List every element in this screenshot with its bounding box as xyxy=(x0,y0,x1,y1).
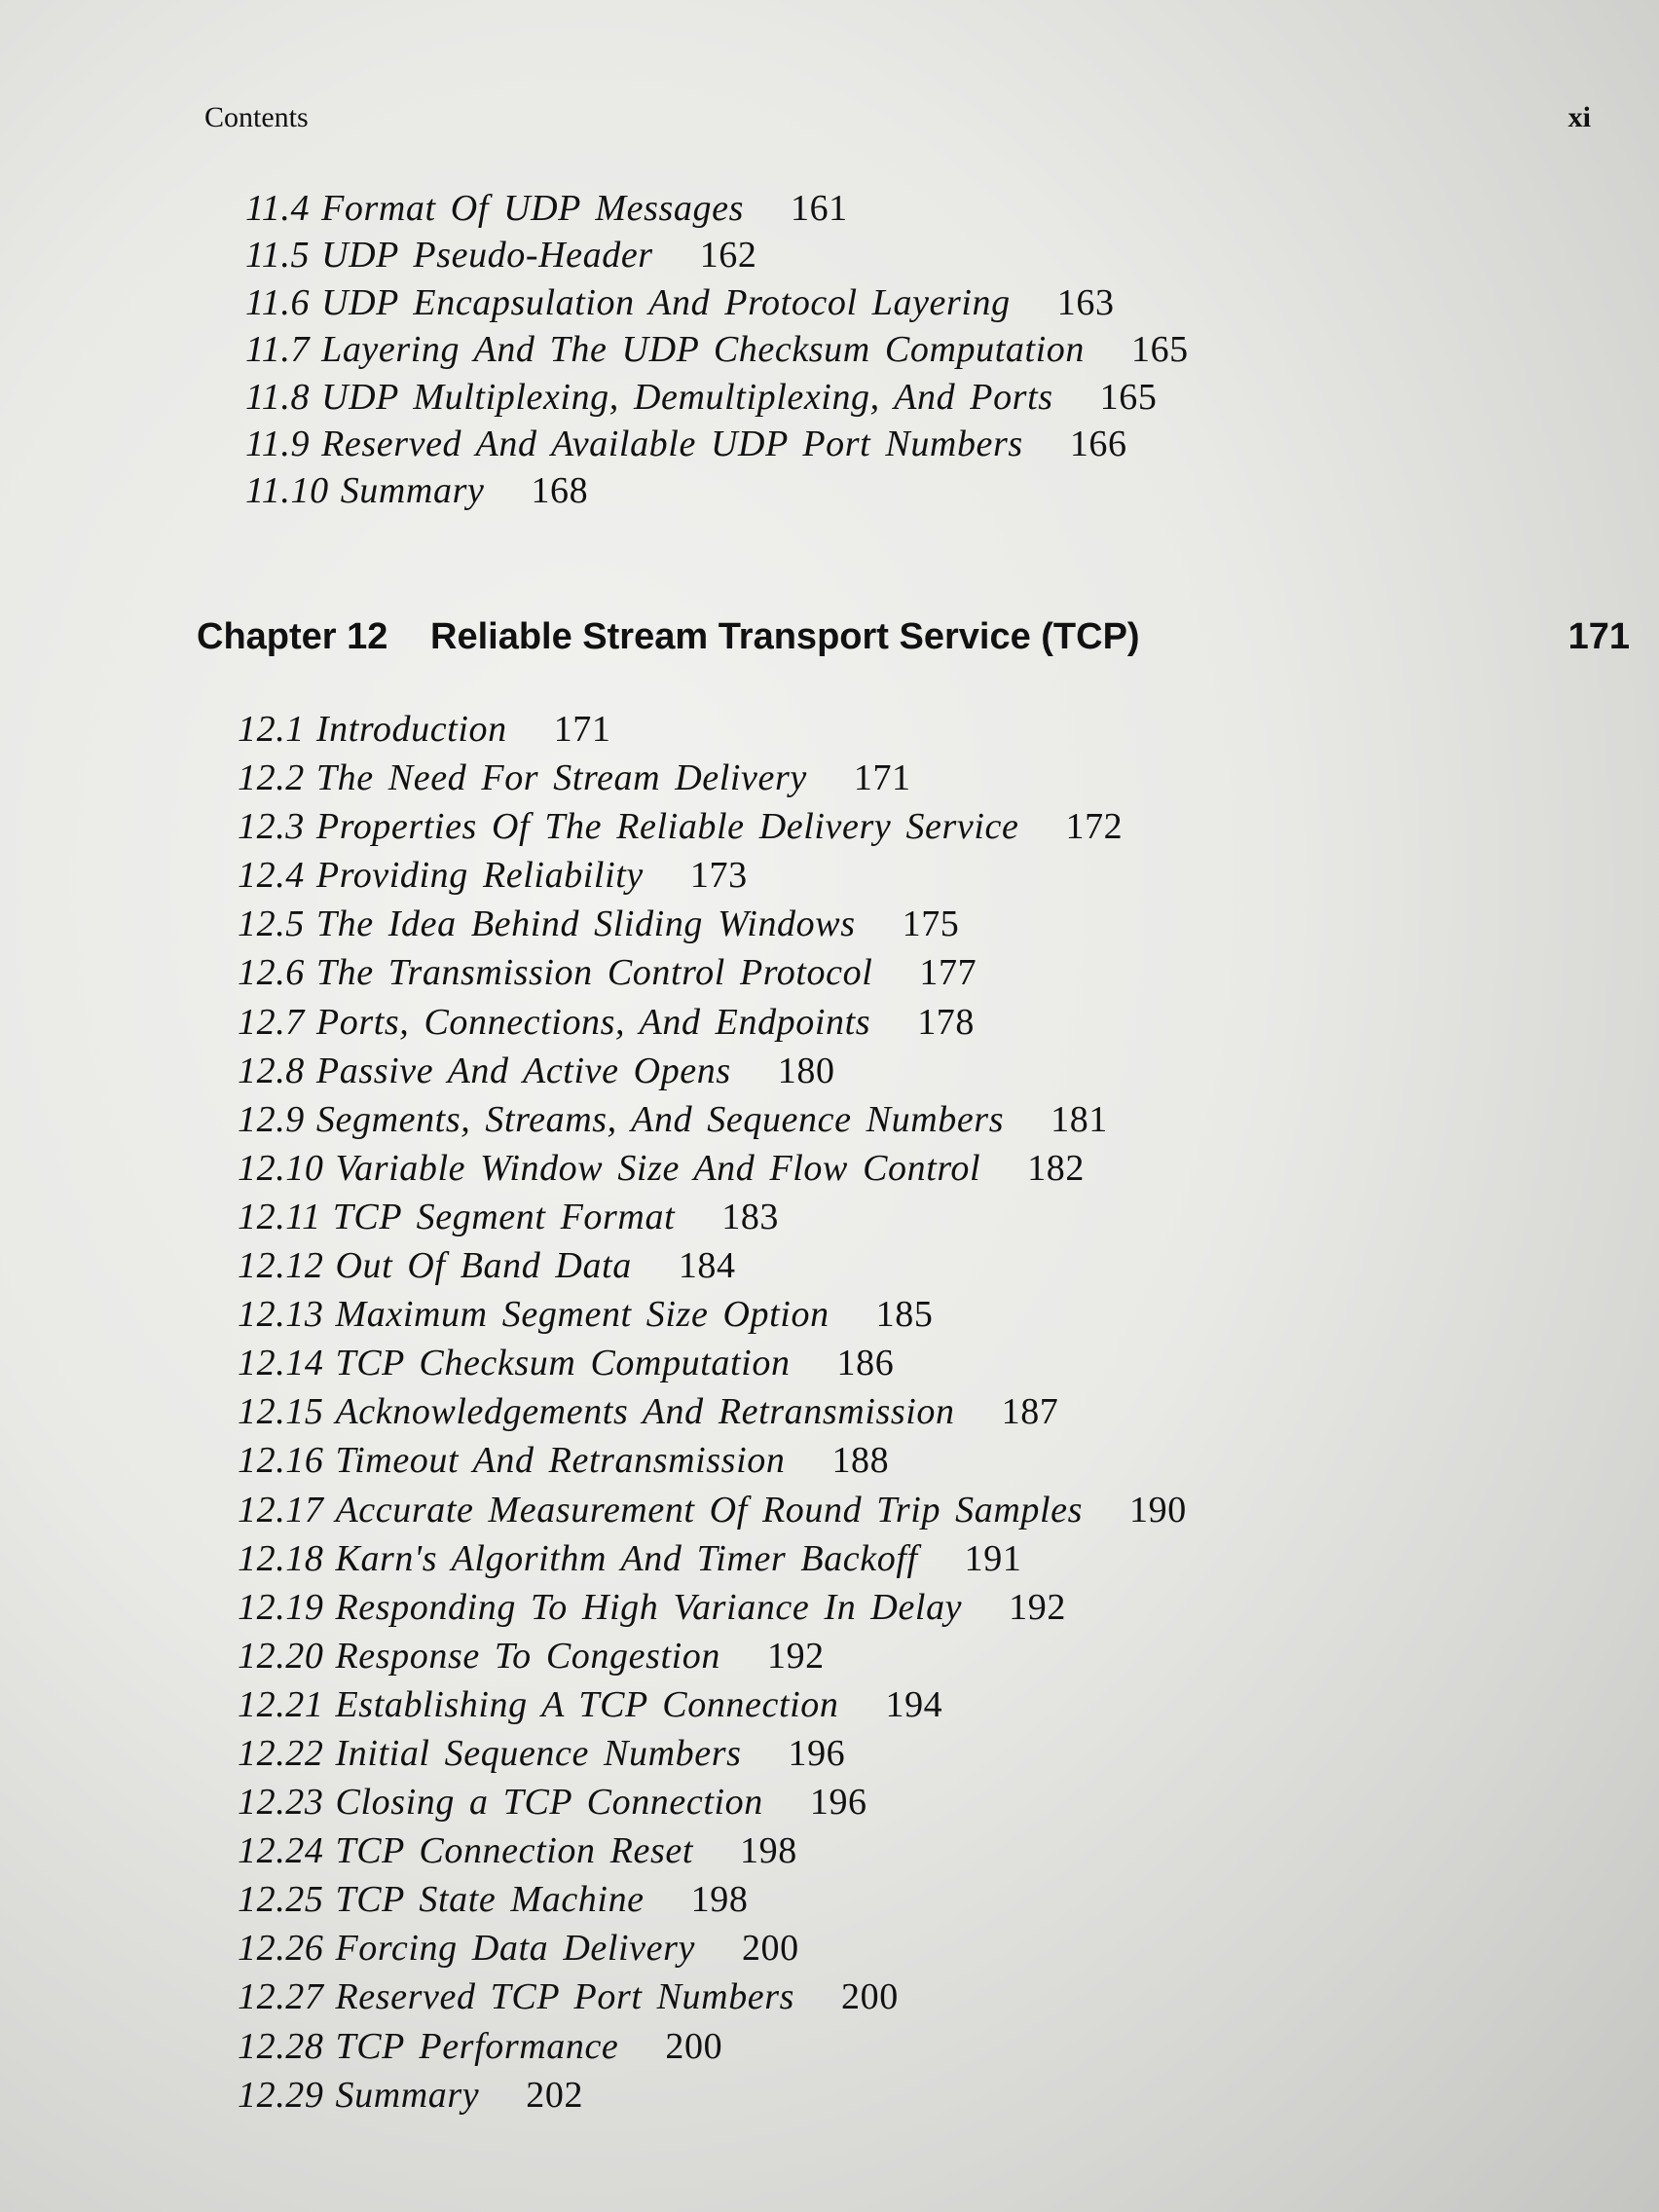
toc-entry xyxy=(245,185,1189,232)
chapter-11-entry-list xyxy=(245,185,1189,515)
toc-entry-number: 12.8 xyxy=(238,1050,305,1091)
toc-entry-number: 12.15 xyxy=(238,1391,324,1433)
toc-entry-title: Layering And The UDP Checksum Computation xyxy=(321,329,1085,371)
toc-entry-page-number: 165 xyxy=(1130,329,1189,371)
toc-entry xyxy=(238,1047,1187,1095)
toc-entry-title: Variable Window Size And Flow Control xyxy=(335,1147,981,1189)
toc-entry xyxy=(238,1193,1187,1241)
toc-entry xyxy=(238,1095,1187,1144)
toc-entry-page-number: 161 xyxy=(790,188,848,229)
toc-entry-title: Out Of Band Data xyxy=(335,1245,632,1287)
toc-entry-number: 12.5 xyxy=(238,903,305,945)
toc-entry-title: Segments, Streams, And Sequence Numbers xyxy=(315,1098,1005,1140)
toc-entry-page-number: 177 xyxy=(919,952,977,994)
toc-entry-page-number: 171 xyxy=(553,709,611,750)
toc-entry xyxy=(238,705,1187,754)
toc-entry-page-number: 183 xyxy=(721,1196,780,1237)
chapter-12-heading xyxy=(197,609,1630,664)
toc-entry-title: Properties Of The Reliable Delivery Service xyxy=(315,806,1019,848)
toc-entry-title: Closing a TCP Connection xyxy=(335,1782,763,1824)
running-head-title: Contents xyxy=(204,101,309,133)
toc-entry-title: TCP Performance xyxy=(335,2025,619,2067)
toc-entry-title: Response To Congestion xyxy=(335,1635,720,1677)
toc-entry-page-number: 163 xyxy=(1056,281,1115,323)
toc-entry xyxy=(238,1632,1187,1680)
chapter-12-entry-list xyxy=(238,705,1187,2120)
toc-entry xyxy=(245,279,1189,326)
toc-entry-number: 11.5 xyxy=(245,235,311,276)
toc-entry-number: 11.4 xyxy=(245,188,311,229)
toc-entry-number: 12.22 xyxy=(238,1732,324,1774)
toc-entry xyxy=(238,1241,1187,1290)
toc-entry-title: The Need For Stream Delivery xyxy=(315,757,807,799)
toc-entry-title: Reserved TCP Port Numbers xyxy=(335,1976,795,2018)
toc-entry-page-number: 182 xyxy=(1027,1147,1085,1189)
toc-entry xyxy=(238,1290,1187,1339)
toc-entry xyxy=(238,1486,1187,1534)
toc-entry-number: 12.1 xyxy=(238,709,305,750)
toc-entry xyxy=(238,1729,1187,1778)
toc-entry-page-number: 165 xyxy=(1099,376,1158,418)
chapter-12-label: Chapter 12 xyxy=(197,616,388,657)
toc-entry-title: Reserved And Available UDP Port Numbers xyxy=(321,423,1023,464)
toc-entry xyxy=(238,1680,1187,1729)
toc-entry-number: 12.10 xyxy=(238,1147,324,1189)
toc-entry-page-number: 196 xyxy=(788,1732,846,1774)
toc-entry-number: 12.3 xyxy=(238,806,305,848)
toc-entry xyxy=(238,1778,1187,1826)
toc-entry-title: UDP Multiplexing, Demultiplexing, And Ports xyxy=(321,376,1053,418)
toc-entry-number: 12.17 xyxy=(238,1489,324,1530)
toc-entry-page-number: 198 xyxy=(690,1879,749,1921)
toc-entry-number: 11.7 xyxy=(245,329,311,371)
toc-entry-page-number: 168 xyxy=(531,470,589,512)
toc-entry-page-number: 172 xyxy=(1065,806,1124,848)
toc-entry-page-number: 171 xyxy=(853,757,911,799)
running-head-page-number: xi xyxy=(1567,101,1591,133)
toc-entry-number: 12.4 xyxy=(238,855,305,897)
toc-entry xyxy=(238,2022,1187,2071)
toc-entry-title: Establishing A TCP Connection xyxy=(335,1683,839,1725)
toc-entry-title: UDP Encapsulation And Protocol Layering xyxy=(321,281,1011,323)
toc-entry-page-number: 200 xyxy=(741,1928,799,1970)
toc-entry-number: 12.9 xyxy=(238,1098,305,1140)
toc-entry-number: 12.13 xyxy=(238,1294,324,1336)
toc-entry-number: 12.25 xyxy=(238,1879,324,1921)
toc-entry-page-number: 191 xyxy=(964,1537,1022,1579)
toc-entry xyxy=(238,948,1187,997)
toc-entry xyxy=(245,232,1189,278)
toc-entry xyxy=(238,802,1187,851)
toc-entry-page-number: 192 xyxy=(1009,1586,1066,1628)
toc-entry-title: Responding To High Variance In Delay xyxy=(335,1586,963,1628)
toc-entry xyxy=(238,1875,1187,1924)
toc-entry xyxy=(245,421,1189,467)
toc-entry-number: 12.27 xyxy=(238,1976,324,2018)
toc-entry-number: 12.20 xyxy=(238,1635,324,1677)
toc-entry-page-number: 187 xyxy=(1001,1391,1059,1433)
toc-entry-page-number: 181 xyxy=(1051,1098,1108,1140)
toc-entry-number: 12.21 xyxy=(238,1683,324,1725)
toc-entry-page-number: 162 xyxy=(699,235,757,276)
toc-entry-page-number: 198 xyxy=(740,1830,797,1872)
toc-entry xyxy=(245,374,1189,421)
toc-entry xyxy=(238,1826,1187,1875)
toc-entry-title: Providing Reliability xyxy=(315,855,644,897)
toc-entry-number: 12.26 xyxy=(238,1928,324,1970)
toc-entry-page-number: 173 xyxy=(689,855,748,897)
toc-entry-title: TCP Connection Reset xyxy=(335,1830,693,1872)
toc-entry-number: 12.12 xyxy=(238,1245,324,1287)
toc-entry-title: UDP Pseudo-Header xyxy=(321,235,653,276)
toc-entry-number: 12.14 xyxy=(238,1343,324,1384)
toc-entry-number: 11.8 xyxy=(245,376,311,418)
toc-entry-title: The Transmission Control Protocol xyxy=(315,952,873,994)
chapter-12-title: Reliable Stream Transport Service (TCP) xyxy=(430,616,1140,657)
toc-entry xyxy=(238,1144,1187,1193)
toc-entry xyxy=(238,754,1187,802)
toc-entry-number: 12.7 xyxy=(238,1001,305,1043)
toc-entry-title: The Idea Behind Sliding Windows xyxy=(315,903,856,945)
toc-entry-page-number: 196 xyxy=(809,1782,867,1824)
toc-entry xyxy=(245,326,1189,373)
toc-entry xyxy=(245,467,1189,514)
toc-entry-number: 12.18 xyxy=(238,1537,324,1579)
toc-entry-title: Forcing Data Delivery xyxy=(335,1928,695,1970)
toc-entry-page-number: 186 xyxy=(836,1343,895,1384)
toc-entry xyxy=(238,1583,1187,1632)
toc-entry-title: Ports, Connections, And Endpoints xyxy=(315,1001,871,1043)
toc-entry-title: Introduction xyxy=(315,709,507,750)
toc-entry-title: Summary xyxy=(340,470,485,512)
toc-entry-page-number: 192 xyxy=(766,1635,825,1677)
toc-entry-page-number: 178 xyxy=(917,1001,975,1043)
toc-entry xyxy=(238,851,1187,900)
toc-entry-number: 11.10 xyxy=(245,470,329,512)
toc-entry-page-number: 190 xyxy=(1129,1489,1187,1530)
toc-entry-number: 12.16 xyxy=(238,1440,324,1482)
toc-entry xyxy=(238,998,1187,1047)
toc-entry-number: 12.2 xyxy=(238,757,305,799)
toc-entry-title: TCP State Machine xyxy=(335,1879,645,1921)
toc-entry xyxy=(238,1924,1187,1972)
toc-entry-number: 12.19 xyxy=(238,1586,324,1628)
toc-entry-number: 12.11 xyxy=(238,1196,321,1237)
toc-entry-title: Karn's Algorithm And Timer Backoff xyxy=(335,1537,918,1579)
toc-entry-page-number: 185 xyxy=(875,1294,934,1336)
toc-entry-title: Acknowledgements And Retransmission xyxy=(335,1391,955,1433)
toc-entry xyxy=(238,1436,1187,1485)
toc-entry-title: Initial Sequence Numbers xyxy=(335,1732,742,1774)
toc-entry xyxy=(238,1972,1187,2021)
toc-entry-number: 12.29 xyxy=(238,2074,324,2116)
toc-entry-title: TCP Segment Format xyxy=(332,1196,676,1237)
toc-entry xyxy=(238,2071,1187,2120)
running-head xyxy=(204,101,1591,140)
toc-entry xyxy=(238,1387,1187,1436)
toc-entry-page-number: 200 xyxy=(665,2025,723,2067)
toc-entry-number: 12.23 xyxy=(238,1782,324,1824)
toc-entry-title: Timeout And Retransmission xyxy=(335,1440,786,1482)
toc-entry-title: Accurate Measurement Of Round Trip Samples xyxy=(335,1489,1084,1530)
toc-entry-page-number: 202 xyxy=(526,2074,584,2116)
toc-entry-title: Format Of UDP Messages xyxy=(321,188,744,229)
toc-entry xyxy=(238,1339,1187,1387)
toc-entry-number: 11.9 xyxy=(245,423,311,464)
chapter-12-page-number: 171 xyxy=(1567,616,1630,657)
toc-entry-page-number: 180 xyxy=(777,1050,835,1091)
toc-entry-page-number: 184 xyxy=(678,1245,736,1287)
toc-entry-page-number: 188 xyxy=(831,1440,890,1482)
toc-entry-title: Maximum Segment Size Option xyxy=(335,1294,830,1336)
toc-entry-page-number: 194 xyxy=(885,1683,943,1725)
toc-entry-title: Summary xyxy=(335,2074,480,2116)
toc-entry-title: Passive And Active Opens xyxy=(315,1050,731,1091)
toc-entry-page-number: 166 xyxy=(1069,423,1127,464)
toc-entry-number: 12.28 xyxy=(238,2025,324,2067)
toc-entry-number: 12.24 xyxy=(238,1830,324,1872)
toc-entry-number: 12.6 xyxy=(238,952,305,994)
toc-entry xyxy=(238,900,1187,948)
toc-entry-page-number: 175 xyxy=(902,903,960,945)
toc-entry-number: 11.6 xyxy=(245,281,311,323)
toc-entry-title: TCP Checksum Computation xyxy=(335,1343,791,1384)
toc-entry-page-number: 200 xyxy=(841,1976,899,2018)
toc-entry xyxy=(238,1534,1187,1583)
